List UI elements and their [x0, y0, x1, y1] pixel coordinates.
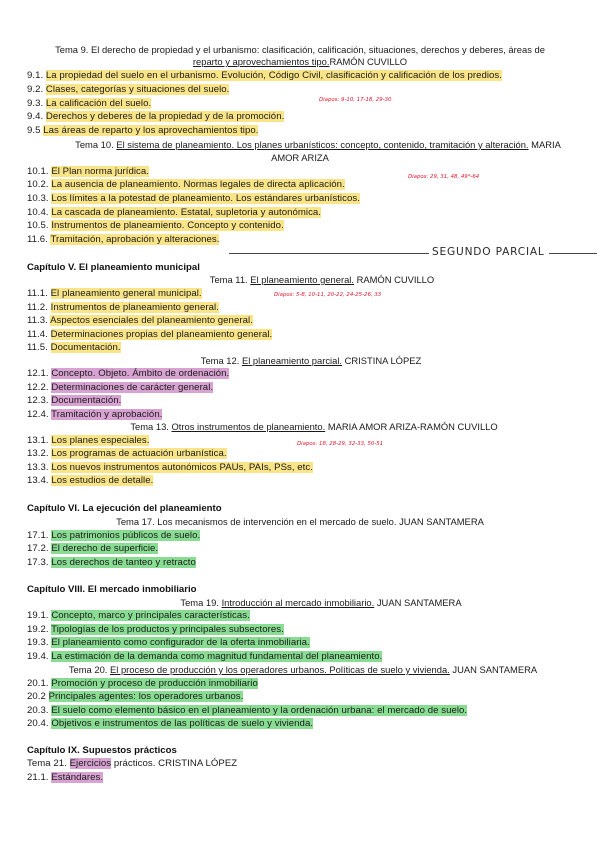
tema-12-heading: Tema 12. El planeamiento parcial. CRISTINA LÓPEZ — [200, 355, 422, 366]
list-item-12-1: 12.1. Concepto. Objeto. Ámbito de ordenación. — [27, 368, 230, 379]
handwritten-note-t9: Diapos: 9-10, 17-18, 29-30 — [319, 97, 392, 103]
tema-21-heading: Tema 21. Ejercicios prácticos. CRISTINA LÓPEZ — [27, 758, 238, 769]
list-item-17-2: 17.2. El derecho de superficie. — [27, 543, 159, 554]
chapter-5-heading: Capítulo V. El planeamiento municipal — [27, 262, 200, 273]
tema-13-heading: Tema 13. Otros instrumentos de planeamiento. MARIA AMOR ARIZA-RAMÓN CUVILLO — [130, 421, 498, 432]
list-item-11-3: 11.3. Aspectos esenciales del planeamiento general. — [27, 315, 253, 326]
list-item-10-6: 11.6. Tramitación, aprobación y alteraciones. — [27, 234, 220, 245]
list-item-10-2: 10.2. La ausencia de planeamiento. Normas legales de directa aplicación. — [27, 179, 345, 190]
handwritten-note-t10: Diapos: 29, 31, 48, 49*-64 — [408, 174, 480, 180]
list-item-11-1: 11.1. El planeamiento general municipal. — [27, 288, 202, 299]
handwritten-note-t13: Diapos: 18, 28-29, 32-33, 50-51 — [297, 441, 384, 447]
list-item-19-4: 19.4. La estimación de la demanda como magnitud fundamental del planeamiento. — [27, 651, 383, 662]
tema-9-heading: Tema 9. El derecho de propiedad y el urbanismo: clasificación, calificación, situaciones, derechos y deberes, áreas de — [55, 44, 545, 55]
list-item-20-1: 20.1. Promoción y proceso de producción inmobiliario — [27, 678, 258, 689]
list-item-11-2: 11.2. Instrumentos de planeamiento general. — [27, 302, 219, 313]
chapter-9-heading: Capítulo IX. Supuestos prácticos — [27, 745, 177, 756]
list-item-19-1: 19.1. Concepto, marco y principales características. — [27, 610, 250, 621]
tema-10-heading-cont: AMOR ARIZA — [271, 152, 329, 163]
tema-10-heading: Tema 10. El sistema de planeamiento. Los planes urbanísticos: concepto, contenido, tramitación y alteración. MARIA — [75, 139, 561, 150]
list-item-19-2: 19.2. Tipologías de los productos y principales subsectores. — [27, 624, 284, 635]
list-item-12-4: 12.4. Tramitación y aprobación. — [27, 409, 163, 420]
list-item-9-3: 9.3. La calificación del suelo. — [27, 98, 152, 109]
list-item-13-2: 13.2. Los programas de actuación urbanística. — [27, 448, 227, 459]
tema-19-heading: Tema 19. Introducción al mercado inmobiliario. JUAN SANTAMERA — [180, 597, 462, 608]
list-item-10-1: 10.1. El Plan norma jurídica. — [27, 166, 149, 177]
list-item-10-4: 10.4. La cascada de planeamiento. Estatal, supletoria y autonómica. — [27, 207, 322, 218]
segundo-parcial-label: SEGUNDO PARCIAL — [432, 246, 545, 258]
list-item-19-3: 19.3. El planeamiento como configurador de la oferta inmobiliaria. — [27, 637, 310, 648]
tema-11-heading: Tema 11. El planeamiento general. RAMÓN CUVILLO — [209, 274, 435, 285]
list-item-9-1: 9.1. La propiedad del suelo en el urbanismo. Evolución, Código Civil, clasificación y calificación de los predios. — [27, 70, 502, 81]
list-item-13-4: 13.4. Los estudios de detalle. — [27, 475, 154, 486]
list-item-20-3: 20.3. El suelo como elemento básico en el planeamiento y la ordenación urbana: el mercado de suelo. — [27, 705, 468, 716]
list-item-12-2: 12.2. Determinaciones de carácter general. — [27, 382, 214, 393]
list-item-17-1: 17.1. Los patrimonios públicos de suelo. — [27, 530, 201, 541]
list-item-10-5: 10.5. Instrumentos de planeamiento. Concepto y contenido. — [27, 220, 284, 231]
tema-9-heading-cont: reparto y aprovechamientos tipo.RAMÓN CUVILLO — [192, 56, 408, 67]
list-item-13-3: 13.3. Los nuevos instrumentos autonómicos PAUs, PAIs, PSs, etc. — [27, 462, 313, 473]
list-item-10-3: 10.3. Los límites a la potestad de planeamiento. Los estándares urbanísticos. — [27, 193, 360, 204]
handwritten-note-t11: Diapos: 5-8, 10-11, 20-22, 24-25-26, 33 — [274, 292, 382, 298]
list-item-12-3: 12.3. Documentación. — [27, 395, 122, 406]
tema-17-heading: Tema 17. Los mecanismos de intervención en el mercado de suelo. JUAN SANTAMERA — [116, 516, 484, 527]
chapter-6-heading: Capítulo VI. La ejecución del planeamiento — [27, 503, 222, 514]
divider-line-right — [549, 253, 597, 254]
divider-line-left — [229, 253, 429, 254]
list-item-21-1: 21.1. Estándares. — [27, 772, 104, 783]
tema-20-heading: Tema 20. El proceso de producción y los operadores urbanos. Políticas de suelo y vivienda. JUAN SANTAMERA — [68, 664, 538, 675]
list-item-9-5: 9.5 Las áreas de reparto y los aprovechamientos tipo. — [27, 125, 259, 136]
chapter-8-heading: Capítulo VIII. El mercado inmobiliario — [27, 584, 197, 595]
list-item-20-4: 20.4. Objetivos e instrumentos de las políticas de suelo y vivienda. — [27, 718, 314, 729]
list-item-13-1: 13.1. Los planes especiales. — [27, 435, 150, 446]
list-item-9-2: 9.2. Clases, categorías y situaciones del suelo. — [27, 84, 230, 95]
list-item-9-4: 9.4. Derechos y deberes de la propiedad y de la promoción. — [27, 111, 285, 122]
list-item-17-3: 17.3. Los derechos de tanteo y retracto — [27, 557, 196, 568]
list-item-20-2: 20.2 Principales agentes: los operadores urbanos. — [27, 691, 244, 702]
list-item-11-5: 11.5. Documentación. — [27, 342, 121, 353]
list-item-11-4: 11.4. Determinaciones propias del planeamiento general. — [27, 329, 273, 340]
